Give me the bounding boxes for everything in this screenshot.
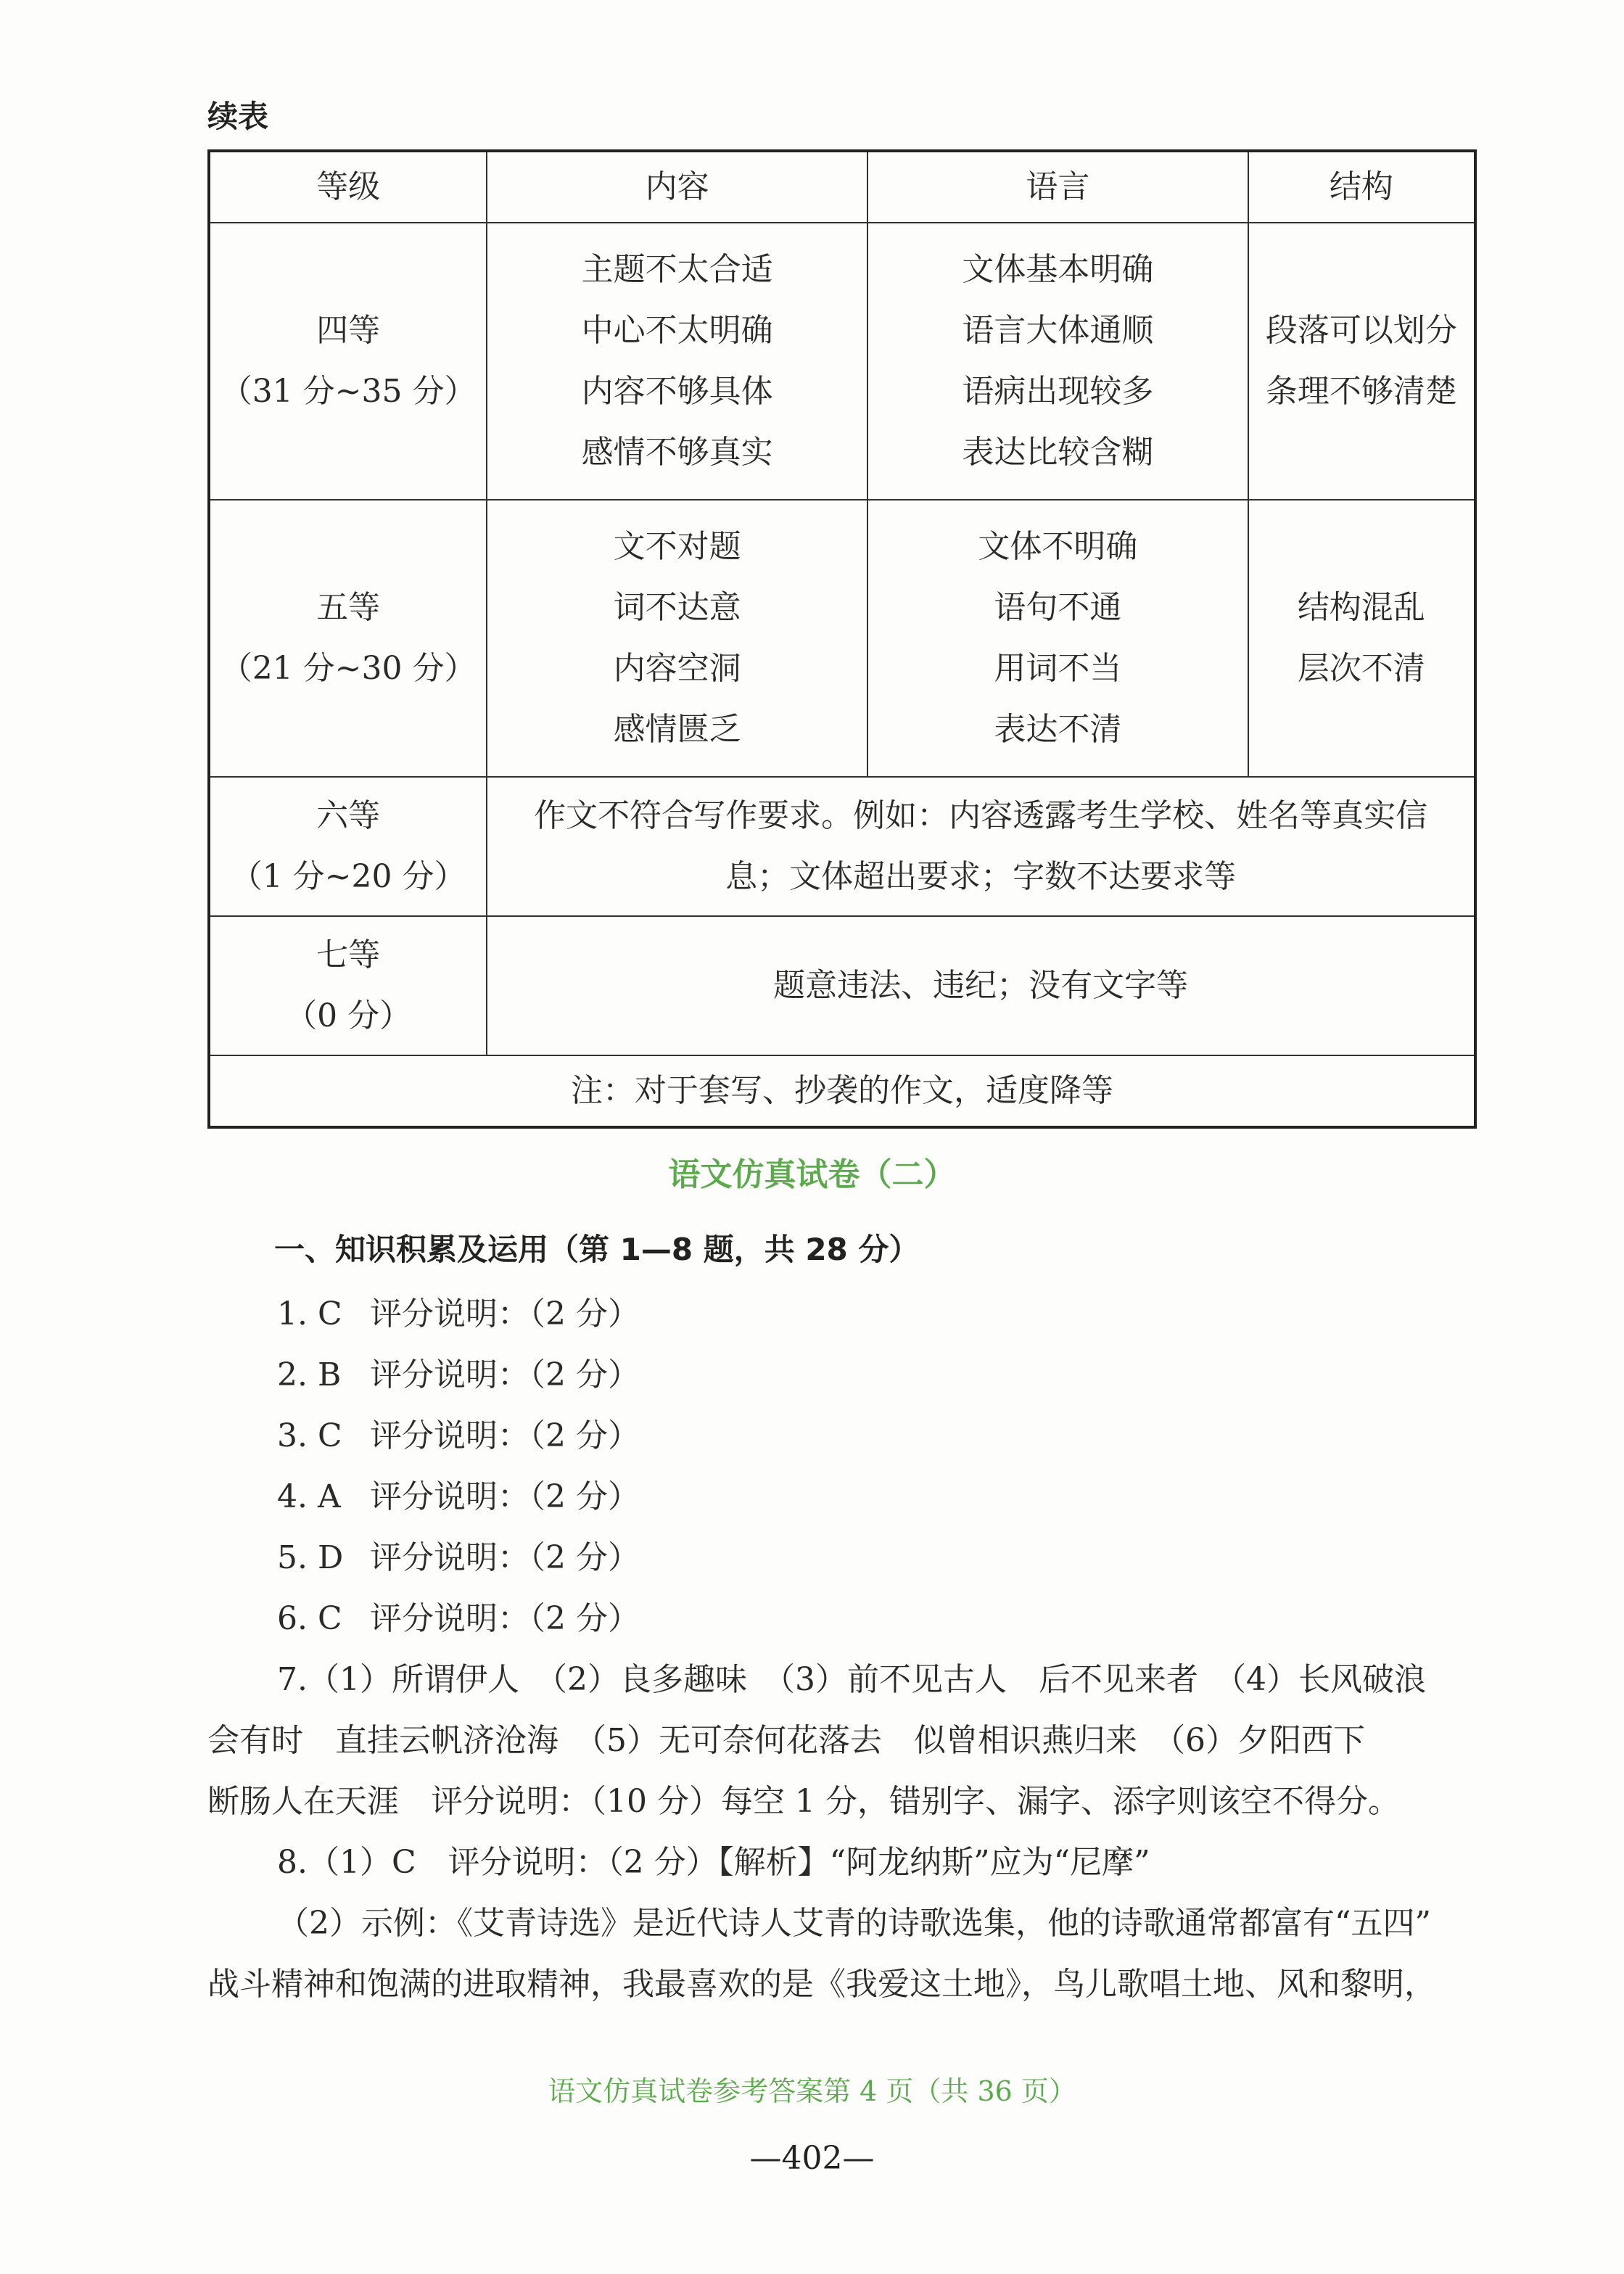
answer-number: 5. D	[277, 1539, 344, 1576]
grade-label: 六等	[316, 797, 381, 834]
structure-cell	[1248, 500, 1475, 777]
content-cell	[487, 223, 867, 500]
structure-line: 层次不清	[1297, 650, 1425, 687]
structure-line: 结构混乱	[1297, 589, 1425, 626]
language-line: 表达比较含糊	[962, 434, 1154, 471]
content-line: 感情匮乏	[613, 711, 741, 748]
grade-label: 四等	[316, 312, 381, 349]
language-line: 语言大体通顺	[962, 312, 1154, 349]
page-number: —402—	[749, 2140, 875, 2177]
q8-line: （2）示例：《艾青诗选》是近代诗人艾青的诗歌选集，他的诗歌通常都富有“五四”	[277, 1905, 1431, 1942]
table-row	[209, 500, 1475, 777]
grade-label: 七等	[316, 936, 381, 973]
answer-body	[207, 1284, 1480, 2015]
q7-line: 7.（1）所谓伊人 （2）良多趣味 （3）前不见古人 后不见来者 （4）长风破浪	[277, 1661, 1426, 1698]
content-line: 主题不太合适	[581, 251, 773, 288]
language-line: 表达不清	[994, 711, 1122, 748]
table-note: 注：对于套写、抄袭的作文，适度降等	[209, 1055, 1475, 1127]
q7-line: 会有时 直挂云帆济沧海 （5）无可奈何花落去 似曾相识燕归来 （6）夕阳西下	[207, 1722, 1365, 1759]
grading-table	[207, 149, 1477, 1129]
structure-line: 条理不够清楚	[1265, 373, 1457, 410]
answer-text: 评分说明：（2 分）	[370, 1295, 640, 1332]
table-header-row	[209, 151, 1475, 223]
table-row	[209, 223, 1475, 500]
grade-cell	[209, 223, 487, 500]
language-line: 用词不当	[994, 650, 1122, 687]
description-line: 息；文体超出要求；字数不达要求等	[725, 858, 1237, 895]
grade-range: （21 分~30 分）	[220, 650, 477, 687]
table-row	[209, 777, 1475, 916]
content-line: 文不对题	[613, 528, 741, 565]
answer-item	[207, 1284, 1480, 1345]
answer-number: 1. C	[277, 1295, 342, 1332]
answer-item	[207, 1406, 1480, 1467]
q8-line: 8.（1）C 评分说明：（2 分）【解析】“阿龙纳斯”应为“尼摩”	[277, 1844, 1150, 1881]
description-line: 作文不符合写作要求。例如：内容透露考生学校、姓名等真实信	[534, 797, 1428, 834]
header-structure: 结构	[1248, 151, 1475, 223]
language-line: 语病出现较多	[962, 373, 1154, 410]
answer-number: 2. B	[277, 1356, 342, 1393]
answer-text: 评分说明：（2 分）	[370, 1417, 640, 1454]
table-note-row	[209, 1055, 1475, 1127]
answer-number: 6. C	[277, 1600, 342, 1637]
part-title: 一、知识积累及运用（第 1—8 题，共 28 分）	[274, 1232, 920, 1267]
grade-cell	[209, 916, 487, 1055]
answer-number: 4. A	[277, 1478, 341, 1515]
answer-text: 评分说明：（2 分）	[370, 1600, 640, 1637]
page-footer: 语文仿真试卷参考答案第 4 页（共 36 页）	[548, 2075, 1076, 2107]
content-cell	[487, 500, 867, 777]
content-line: 词不达意	[613, 589, 741, 626]
grade-label: 五等	[316, 589, 381, 626]
language-line: 文体基本明确	[962, 251, 1154, 288]
q7-line: 断肠人在天涯 评分说明：（10 分）每空 1 分，错别字、漏字、添字则该空不得分。	[207, 1783, 1400, 1820]
answer-text: 评分说明：（2 分）	[370, 1356, 640, 1393]
content-line: 感情不够真实	[581, 434, 773, 471]
description-cell	[487, 777, 1475, 916]
language-line: 文体不明确	[978, 528, 1138, 565]
answer-item	[207, 1467, 1480, 1528]
table-row	[209, 916, 1475, 1055]
q8-line: 战斗精神和饱满的进取精神，我最喜欢的是《我爱这土地》，鸟儿歌唱土地、风和黎明，	[207, 1966, 1436, 2003]
answer-text: 评分说明：（2 分）	[370, 1539, 640, 1576]
answer-item	[207, 1345, 1480, 1406]
structure-cell	[1248, 223, 1475, 500]
grade-range: （31 分~35 分）	[220, 373, 477, 410]
content-line: 内容不够具体	[581, 373, 773, 410]
structure-line: 段落可以划分	[1265, 312, 1457, 349]
grade-range: （1 分~20 分）	[230, 858, 466, 895]
content-line: 中心不太明确	[581, 312, 773, 349]
language-line: 语句不通	[994, 589, 1122, 626]
language-cell	[867, 500, 1248, 777]
header-grade: 等级	[209, 151, 487, 223]
grade-range: （0 分）	[285, 997, 412, 1034]
grade-cell	[209, 500, 487, 777]
language-cell	[867, 223, 1248, 500]
description-cell: 题意违法、违纪；没有文字等	[487, 916, 1475, 1055]
answer-number: 3. C	[277, 1417, 342, 1454]
answer-item	[207, 1589, 1480, 1649]
content-line: 内容空洞	[613, 650, 741, 687]
section-title: 语文仿真试卷（二）	[668, 1156, 956, 1193]
header-content: 内容	[487, 151, 867, 223]
answer-item	[207, 1528, 1480, 1589]
continuation-title: 续表	[207, 99, 269, 134]
answer-text: 评分说明：（2 分）	[370, 1478, 640, 1515]
grade-cell	[209, 777, 487, 916]
header-language: 语言	[867, 151, 1248, 223]
